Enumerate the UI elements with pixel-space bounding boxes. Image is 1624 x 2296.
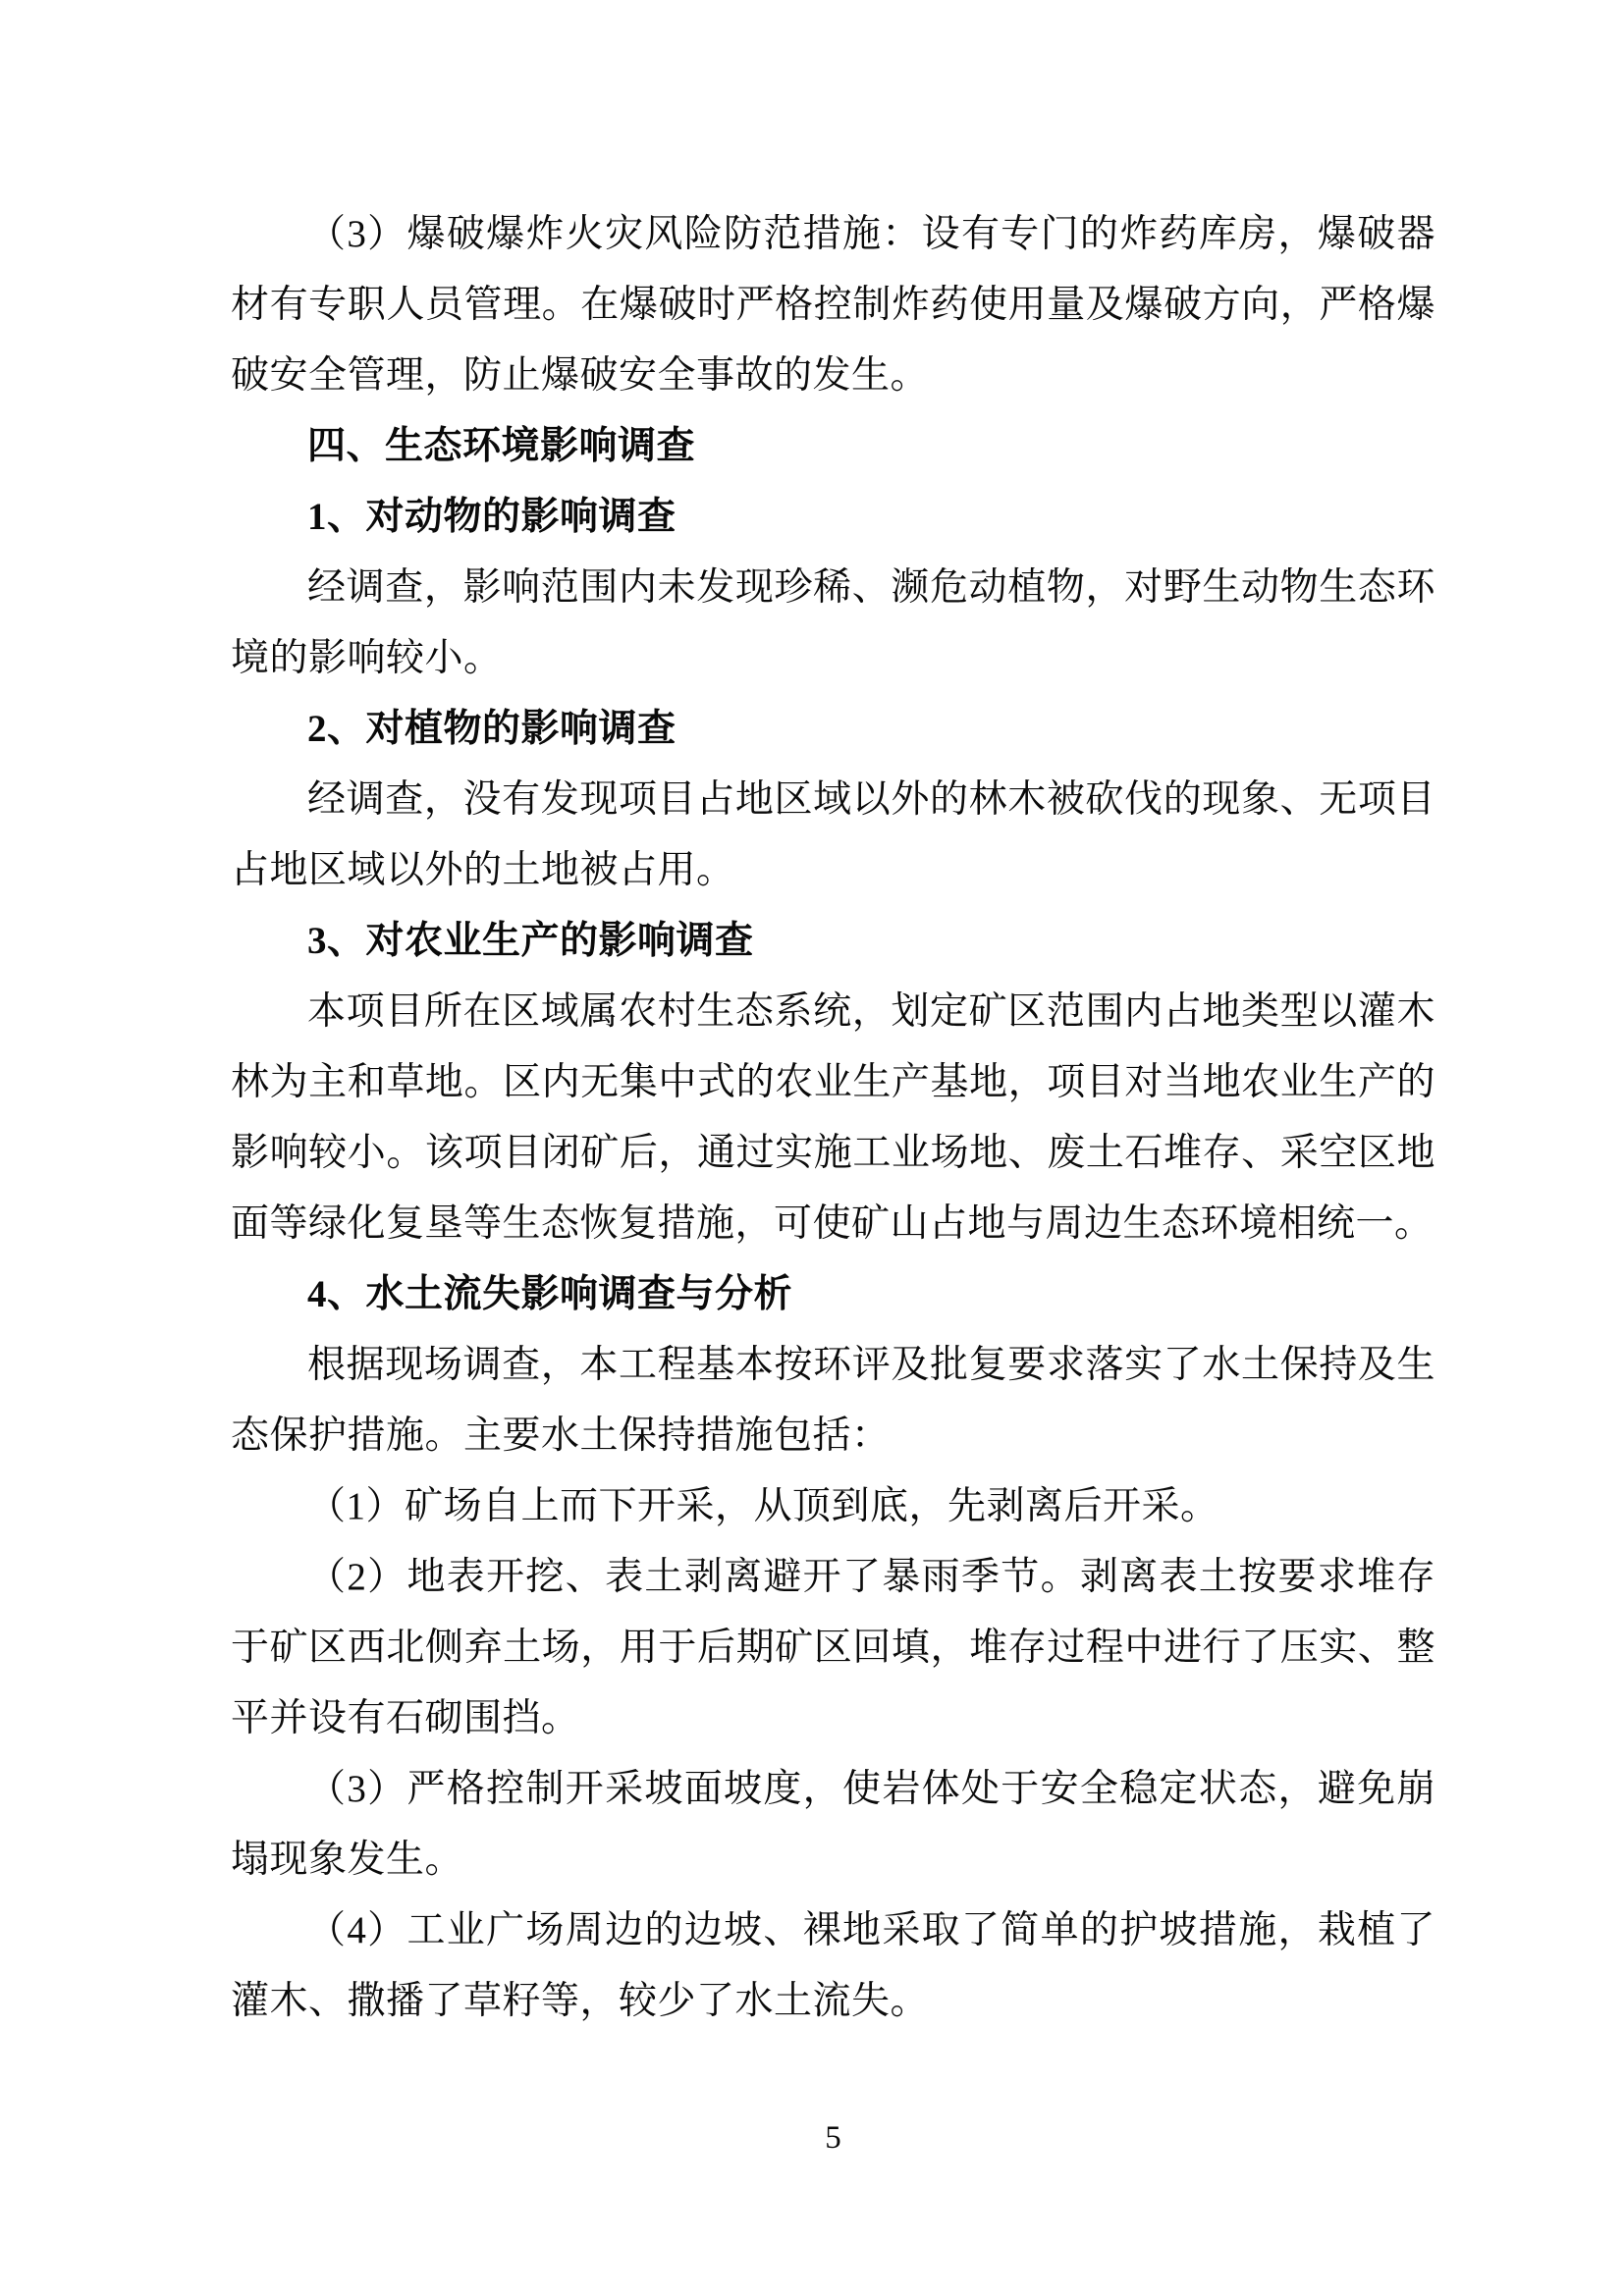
paragraph-blast-risk-measures: （3）爆破爆炸火灾风险防范措施：设有专门的炸药库房，爆破器材有专职人员管理。在爆破时严格控制炸药使用量及爆破方向，严格爆破安全管理，防止爆破安全事故的发生。 (231, 213, 1435, 397)
text-block (231, 199, 1435, 2037)
paragraph-measure-3: （3）严格控制开采坡面坡度，使岩体处于安全稳定状态，避免崩塌现象发生。 (231, 1768, 1435, 1881)
subsection-heading-plants: 2、对植物的影响调查 (307, 708, 677, 750)
page-number: 5 (825, 2120, 841, 2156)
paragraph-measure-2: （2）地表开挖、表土剥离避开了暴雨季节。剥离表土按要求堆存于矿区西北侧弃土场，用于后期矿区回填，堆存过程中进行了压实、整平并设有石砌围挡。 (231, 1556, 1435, 1739)
paragraph-measure-1: （1）矿场自上而下开采，从顶到底，先剥离后开采。 (307, 1485, 1219, 1527)
paragraph-plant-impact: 经调查，没有发现项目占地区域以外的林木被砍伐的现象、无项目占地区域以外的土地被占用。 (231, 778, 1435, 891)
paragraph-soil-conservation-intro: 根据现场调查，本工程基本按环评及批复要求落实了水土保持及生态保护措施。主要水土保持措施包括： (231, 1344, 1435, 1457)
subsection-heading-soil-erosion: 4、水土流失影响调查与分析 (307, 1273, 793, 1315)
subsection-heading-agriculture: 3、对农业生产的影响调查 (307, 920, 754, 962)
paragraph-agriculture-impact: 本项目所在区域属农村生态系统，划定矿区范围内占地类型以灌木林为主和草地。区内无集中式的农业生产基地，项目对当地农业生产的影响较小。该项目闭矿后，通过实施工业场地、废土石堆存、采空区地面等绿化复垦等生态恢复措施，可使矿山占地与周边生态环境相统一。 (231, 990, 1435, 1245)
section-heading-eco-impact: 四、生态环境影响调查 (307, 425, 696, 467)
subsection-heading-animals: 1、对动物的影响调查 (307, 496, 677, 538)
paragraph-animal-impact: 经调查，影响范围内未发现珍稀、濒危动植物，对野生动物生态环境的影响较小。 (231, 566, 1435, 679)
paragraph-measure-4: （4）工业广场周边的边坡、裸地采取了简单的护坡措施，栽植了灌木、撒播了草籽等，较少了水土流失。 (231, 1909, 1435, 2022)
